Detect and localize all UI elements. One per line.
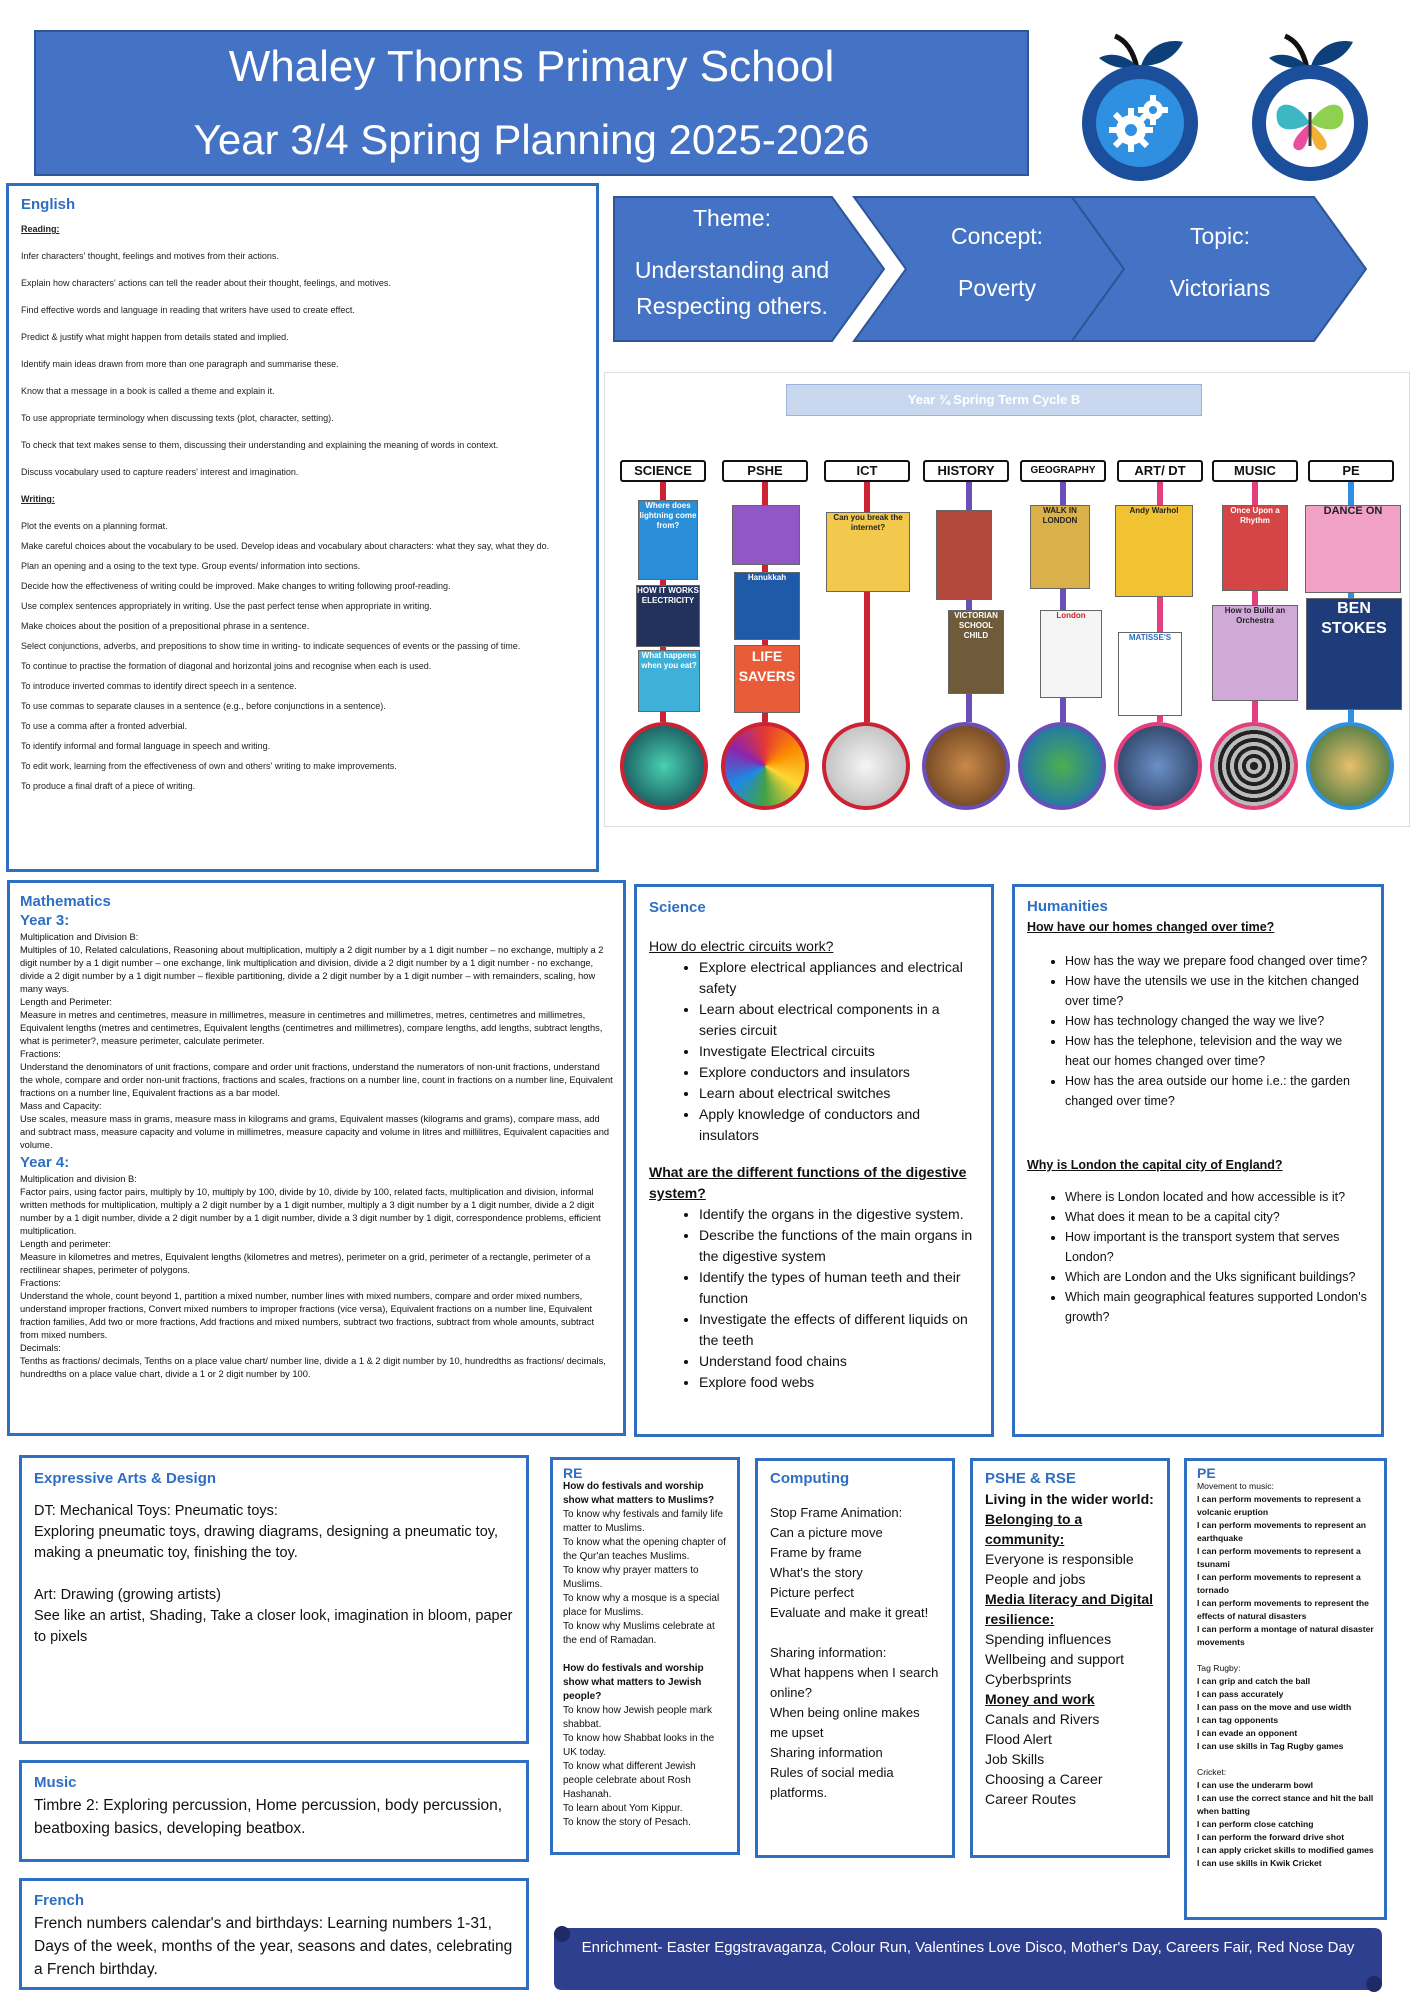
book-cover: Can you break the internet? (826, 512, 910, 592)
page-title: Year 3/4 Spring Planning 2025-2026 (193, 116, 870, 163)
subject-pe: PE (1308, 460, 1394, 482)
subject-history: HISTORY (923, 460, 1009, 482)
pshe-line: Everyone is responsible (985, 1551, 1134, 1567)
writing-item: Make careful choices about the vocabulary to be used. Develop ideas and vocabulary about characters: what they say, what they do. (21, 541, 550, 551)
pshe-line: Flood Alert (985, 1731, 1052, 1747)
pshe-heading: PSHE & RSE (985, 1470, 1076, 1487)
writing-item: Use complex sentences appropriately in writing. Use the past perfect tense when appropriate in writing. (21, 601, 432, 611)
humanities-heading: Humanities (1027, 898, 1108, 915)
humanities-item: • Which main geographical features supported London's growth? (1065, 1287, 1369, 1327)
humanities-item: • How important is the transport system that serves London? (1065, 1227, 1369, 1267)
re-heading: RE (563, 1465, 583, 1481)
computing-line: Stop Frame Animation: (770, 1505, 903, 1520)
concept-value: Poverty (958, 275, 1036, 301)
maths-line: Understand the whole, count beyond 1, partition a mixed number, number lines with mixed numbers, compare and order mixed numbers, understand improper fractions, Convert mixed numbers to improper fractions (vice versa), Equivalent fractions on a number line, Equivalent fraction families, Add two or more fractions, Add fractions and mixed numbers, subtract two fractions, subtract from whole amounts, subtract from mixed numbers. (20, 1291, 595, 1340)
history-image (922, 722, 1010, 810)
maths-line: Length and perimeter: (20, 1239, 111, 1249)
ict-image (822, 722, 910, 810)
reading-item: To check that text makes sense to them, discussing their understanding and explaining the meaning of words in context. (21, 440, 499, 450)
pe-line: I can tag opponents (1197, 1715, 1279, 1725)
computing-panel (755, 1458, 955, 1858)
humanities-item: • How has the telephone, television and the way we heat our homes changed over time? (1065, 1031, 1369, 1071)
computing-line: Sharing information (770, 1745, 883, 1760)
maths-line: Use scales, measure mass in grams, measure mass in kilograms and grams, Equivalent masses (kilograms and grams), compare mass, add and subtract mass, measure capacity and volume in millimetres, measure capacity and volume in litres and millilitres, Equivalent capacities and volume. (20, 1114, 610, 1150)
topic-value: Victorians (1169, 275, 1271, 301)
geography-image (1018, 722, 1106, 810)
pshe-section: Belonging to a community: (985, 1511, 1083, 1547)
year4-heading: Year 4: (20, 1154, 70, 1171)
maths-line: Fractions: (20, 1278, 61, 1288)
writing-item: To introduce inverted commas to identify direct speech in a sentence. (21, 681, 297, 691)
writing-item: To use a comma after a fronted adverbial. (21, 721, 188, 731)
reading-item: To use appropriate terminology when discussing texts (plot, character, setting). (21, 413, 334, 423)
writing-item: To continue to practise the formation of diagonal and horizontal joins and recognise when each is used. (21, 661, 432, 671)
reading-item: Find effective words and language in reading that writers have used to create effect. (21, 305, 355, 315)
theme-label: Theme: (693, 205, 771, 231)
pe-heading: PE (1197, 1465, 1216, 1481)
mathematics-panel (7, 880, 626, 1436)
science-image (620, 722, 708, 810)
reading-item: Explain how characters' actions can tell the reader about their thought, feelings, and motives. (21, 278, 391, 288)
maths-line: Understand the denominators of unit fractions, compare and order unit fractions, understand the numerators of non-unit fractions, understand the whole, compare and order non-unit fractions, fractions and scales, fractions on a number line, count in fractions on a number line, Equivalent fractions on a number line, Equivalent fractions as a bar model. (20, 1062, 613, 1098)
re-line: To know why festivals and family life matter to Muslims. (563, 1509, 724, 1534)
subject-music: MUSIC (1212, 460, 1298, 482)
reading-item: Discuss vocabulary used to capture readers' interest and imagination. (21, 467, 299, 477)
pe-line: I can perform movements to represent a tsunami (1197, 1546, 1361, 1569)
music-image (1210, 722, 1298, 810)
dt-label: DT: Mechanical Toys: Pneumatic toys: (34, 1503, 278, 1519)
maths-line: Multiplication and division B: (20, 1174, 137, 1184)
re-question: How do festivals and worship show what matters to Jewish people? (563, 1663, 704, 1702)
pshe-image (721, 722, 809, 810)
title-banner (34, 30, 1029, 176)
reading-item: Identify main ideas drawn from more than one paragraph and summarise these. (21, 359, 339, 369)
pshe-line: Job Skills (985, 1751, 1045, 1767)
science-item: • Identify the organs in the digestive system. (699, 1204, 979, 1225)
book-cover: MATISSE'S (1118, 632, 1182, 716)
re-line: To learn about Yom Kippur. (563, 1803, 683, 1814)
french-heading: French (34, 1892, 85, 1909)
pe-label: Movement to music: (1197, 1481, 1274, 1491)
french-panel (19, 1878, 529, 1990)
science-item: • Investigate Electrical circuits (699, 1041, 979, 1062)
book-cover: Andy Warhol (1115, 505, 1193, 597)
year3-heading: Year 3: (20, 912, 70, 929)
writing-label: Writing: (21, 494, 55, 504)
science-question: How do electric circuits work? (649, 938, 834, 954)
humanities-item: • How has the area outside our home i.e.: the garden changed over time? (1065, 1071, 1369, 1111)
pe-line: I can perform the forward drive shot (1197, 1832, 1345, 1842)
re-line: To know why Muslims celebrate at the end of Ramadan. (563, 1621, 715, 1646)
subject-pshe: PSHE (722, 460, 808, 482)
pe-line: I can perform movements to represent the effects of natural disasters (1197, 1598, 1369, 1621)
humanities-question: Why is London the capital city of England? (1027, 1158, 1283, 1172)
computing-line: What's the story (770, 1565, 863, 1580)
maths-line: Multiples of 10, Related calculations, Reasoning about multiplication, multiply a 2 digit number by a 1 digit number – no exchange, multiply a 2 digit number by a 1 digit number – one exchange, link multiplication and division, divide a 2 digit number by a 1 digit number - no exchange, divide a 2 digit number by a 1 digit number – flexible partitioning, divide a 2 digit number by a 1 digit number – with remainders, scaling, how many ways. (20, 945, 604, 994)
pshe-line: Wellbeing and support (985, 1651, 1125, 1667)
book-cover: LIFE SAVERS (734, 645, 800, 713)
pshe-panel (970, 1458, 1170, 1858)
pshe-line: People and jobs (985, 1571, 1086, 1587)
humanities-panel (1012, 884, 1384, 1437)
maths-line: Factor pairs, using factor pairs, multiply by 10, multiply by 100, divide by 10, divide by 100, related facts, multiplication and division, informal written methods for multiplication, multiply a 2 digit number by a 1 digit number, multiply a 3 digit number by a 1 digit number, divide a 2 digit number by a 1 digit number, divide a 2 digit number by a 1 digit number, divide a 3 digit number by 1 digit, correspondence problems, efficient multiplication. (20, 1187, 601, 1236)
book-cover: What happens when you eat? (638, 650, 700, 712)
pe-line: I can evade an opponent (1197, 1728, 1298, 1738)
humanities-item: • How has technology changed the way we live? (1065, 1011, 1369, 1031)
re-line: To know how Jewish people mark shabbat. (563, 1705, 712, 1730)
ead-heading: Expressive Arts & Design (34, 1470, 217, 1487)
pe-line: I can use the correct stance and hit the ball when batting (1197, 1793, 1374, 1816)
re-line: To know why prayer matters to Muslims. (563, 1565, 699, 1590)
computing-line: When being online makes me upset (770, 1705, 920, 1740)
butterfly-logo-icon (1245, 28, 1375, 188)
humanities-item: • How have the utensils we use in the kitchen changed over time? (1065, 971, 1369, 1011)
re-line: To know the story of Pesach. (563, 1817, 691, 1828)
maths-line: Mass and Capacity: (20, 1101, 102, 1111)
cycle-banner: Year ¾ Spring Term Cycle B (786, 384, 1202, 416)
book-cover: DANCE ON (1305, 505, 1401, 593)
theme-value: Understanding and Respecting others. (634, 257, 830, 319)
pe-line: I can grip and catch the ball (1197, 1676, 1311, 1686)
computing-line: Evaluate and make it great! (770, 1605, 929, 1620)
book-cover: HOW IT WORKS ELECTRICITY (636, 585, 700, 647)
maths-line: Decimals: (20, 1343, 61, 1353)
book-cover: BEN STOKES (1306, 598, 1402, 710)
music-panel (19, 1760, 529, 1862)
science-item: • Investigate the effects of different liquids on the teeth (699, 1309, 979, 1351)
computing-line: Sharing information: (770, 1645, 887, 1660)
maths-line: Tenths as fractions/ decimals, Tenths on a place value chart/ number line, divide a 1 & 2 digit number by 10, hundredths as fractions/ decimals, hundredths on a place value chart, divide a 1 or 2 digit number by 100. (20, 1356, 606, 1379)
re-question: How do festivals and worship show what matters to Muslims? (563, 1481, 715, 1506)
english-panel (6, 183, 599, 872)
pe-line: I can use skills in Kwik Cricket (1197, 1858, 1322, 1868)
book-cover (732, 505, 800, 565)
book-cover: VICTORIAN SCHOOL CHILD (948, 610, 1004, 694)
pshe-line: Canals and Rivers (985, 1711, 1100, 1727)
science-item: • Learn about electrical switches (699, 1083, 979, 1104)
science-item: • Explore food webs (699, 1372, 979, 1393)
computing-line: What happens when I search online? (770, 1665, 939, 1700)
pshe-intro: Living in the wider world: (985, 1491, 1154, 1507)
enrichment-text: Enrichment- Easter Eggstravaganza, Colour Run, Valentines Love Disco, Mother's Day, Careers Fair, Red Nose Day (581, 1939, 1355, 1956)
re-line: To know how Shabbat looks in the UK today. (563, 1733, 715, 1758)
science-item: • Understand food chains (699, 1351, 979, 1372)
subject-ict: ICT (824, 460, 910, 482)
humanities-item: • What does it mean to be a capital city? (1065, 1207, 1369, 1227)
maths-line: Fractions: (20, 1049, 61, 1059)
pe-image (1306, 722, 1394, 810)
re-panel (550, 1457, 740, 1855)
re-line: To know what the opening chapter of the Qur'an teaches Muslims. (563, 1537, 726, 1562)
pe-line: I can perform close catching (1197, 1819, 1314, 1829)
reading-item: Predict & justify what might happen from details stated and implied. (21, 332, 289, 342)
book-cover: WALK IN LONDON (1030, 505, 1090, 589)
pshe-line: Cyberbsprints (985, 1671, 1072, 1687)
pe-line: I can perform a montage of natural disaster movements (1197, 1624, 1374, 1647)
subject-geography: GEOGRAPHY (1020, 460, 1106, 482)
pe-line: I can pass on the move and use width (1197, 1702, 1352, 1712)
science-item: • Learn about electrical components in a series circuit (699, 999, 979, 1041)
subject-art-dt: ART/ DT (1117, 460, 1203, 482)
book-cover: London (1040, 610, 1102, 698)
writing-item: To use commas to separate clauses in a sentence (e.g., before conjunctions in a sentence). (21, 701, 386, 711)
music-text: Timbre 2: Exploring percussion, Home percussion, body percussion, beatboxing basics, developing beatbox. (34, 1797, 503, 1837)
writing-item: Plot the events on a planning format. (21, 521, 168, 531)
pe-label: Tag Rugby: (1197, 1663, 1241, 1673)
pshe-line: Choosing a Career (985, 1771, 1103, 1787)
writing-item: Select conjunctions, adverbs, and prepositions to show time in writing- to indicate sequences of events or the passing of time. (21, 641, 521, 651)
humanities-question: How have our homes changed over time? (1027, 920, 1275, 934)
book-cover: Hanukkah (734, 572, 800, 640)
science-item: • Describe the functions of the main organs in the digestive system (699, 1225, 979, 1267)
pshe-line: Career Routes (985, 1791, 1077, 1807)
science-question: What are the different functions of the digestive system? (649, 1164, 967, 1201)
music-heading: Music (34, 1774, 77, 1791)
pe-line: I can pass accurately (1197, 1689, 1284, 1699)
reading-item: Infer characters' thought, feelings and motives from their actions. (21, 251, 279, 261)
pshe-section: Money and work (985, 1691, 1095, 1707)
pe-panel (1184, 1458, 1387, 1920)
pe-line: I can use the underarm bowl (1197, 1780, 1314, 1790)
gears-logo-icon (1075, 28, 1205, 188)
reading-item: Know that a message in a book is called a theme and explain it. (21, 386, 275, 396)
french-text: French numbers calendar's and birthdays: Learning numbers 1-31, Days of the week, months of the year, seasons and dates, celebrating a French birthday. (34, 1915, 513, 1978)
book-cover: How to Build an Orchestra (1212, 605, 1298, 701)
reading-label: Reading: (21, 224, 60, 234)
school-name: Whaley Thorns Primary School (228, 42, 835, 91)
maths-line: Measure in kilometres and metres, Equivalent lengths (kilometres and metres), perimeter on a grid, perimeter of a rectangle, perimeter of a rectilinear shapes, perimeter of polygons. (20, 1252, 591, 1275)
humanities-item: • How has the way we prepare food changed over time? (1065, 951, 1369, 971)
computing-heading: Computing (770, 1470, 850, 1487)
pe-line: I can apply cricket skills to modified games (1197, 1845, 1374, 1855)
pe-line: I can perform movements to represent a volcanic eruption (1197, 1494, 1361, 1517)
pe-line: I can perform movements to represent a tornado (1197, 1572, 1361, 1595)
book-cover: Once Upon a Rhythm (1222, 505, 1288, 591)
concept-label: Concept: (950, 223, 1044, 249)
writing-item: To identify informal and formal language in speech and writing. (21, 741, 271, 751)
computing-line: Can a picture move (770, 1525, 883, 1540)
science-item: • Explore electrical appliances and electrical safety (699, 957, 979, 999)
writing-item: To edit work, learning from the effectiveness of own and others' writing to make improvements. (21, 761, 397, 771)
writing-item: To produce a final draft of a piece of writing. (21, 781, 196, 791)
science-item: • Apply knowledge of conductors and insulators (699, 1104, 979, 1146)
humanities-item: • Where is London located and how accessible is it? (1065, 1187, 1369, 1207)
maths-line: Length and Perimeter: (20, 997, 112, 1007)
computing-line: Frame by frame (770, 1545, 862, 1560)
book-cover (936, 510, 992, 600)
re-line: To know why a mosque is a special place for Muslims. (563, 1593, 720, 1618)
pe-line: I can perform movements to represent an earthquake (1197, 1520, 1367, 1543)
pshe-section: Media literacy and Digital resilience: (985, 1591, 1154, 1627)
english-heading: English (21, 196, 76, 213)
book-cover: Where does lightning come from? (638, 500, 698, 580)
art-label: Art: Drawing (growing artists) (34, 1587, 221, 1603)
writing-item: Plan an opening and a osing to the text type. Group events/ information into sections. (21, 561, 361, 571)
topic-label: Topic: (1189, 223, 1251, 249)
writing-item: Decide how the effectiveness of writing could be improved. Make changes to writing following proof-reading. (21, 581, 451, 591)
subject-science: SCIENCE (620, 460, 706, 482)
re-line: To know what different Jewish people celebrate about Rosh Hashanah. (563, 1761, 696, 1800)
pshe-line: Spending influences (985, 1631, 1112, 1647)
computing-line: Picture perfect (770, 1585, 854, 1600)
pe-label: Cricket: (1197, 1767, 1227, 1777)
art-text: See like an artist, Shading, Take a closer look, imagination in bloom, paper to pixels (34, 1608, 513, 1645)
maths-heading: Mathematics (20, 893, 111, 910)
pe-line: I can use skills in Tag Rugby games (1197, 1741, 1344, 1751)
expressive-arts-panel (19, 1455, 529, 1744)
dt-text: Exploring pneumatic toys, drawing diagrams, designing a pneumatic toy, making a pneumatic toy, finishing the toy. (34, 1524, 498, 1561)
science-item: • Identify the types of human teeth and their function (699, 1267, 979, 1309)
computing-line: Rules of social media platforms. (770, 1765, 894, 1800)
science-item: • Explore conductors and insulators (699, 1062, 979, 1083)
maths-line: Multiplication and Division B: (20, 932, 139, 942)
art-image (1114, 722, 1202, 810)
humanities-item: • Which are London and the Uks significant buildings? (1065, 1267, 1369, 1287)
maths-line: Measure in metres and centimetres, measure in millimetres, measure in centimetres and millimetres, metres, centimetres and millimetres, Equivalent lengths (metres and centimetres, Equivalent lengths (centimetres and millimetres), compare lengths, add lengths, subtract lengths, what is perimeter?, measure perimeter, calculate perimeter. (20, 1010, 603, 1046)
science-panel (634, 884, 994, 1437)
science-heading: Science (649, 899, 706, 916)
writing-item: Make choices about the position of a prepositional phrase in a sentence. (21, 621, 310, 631)
